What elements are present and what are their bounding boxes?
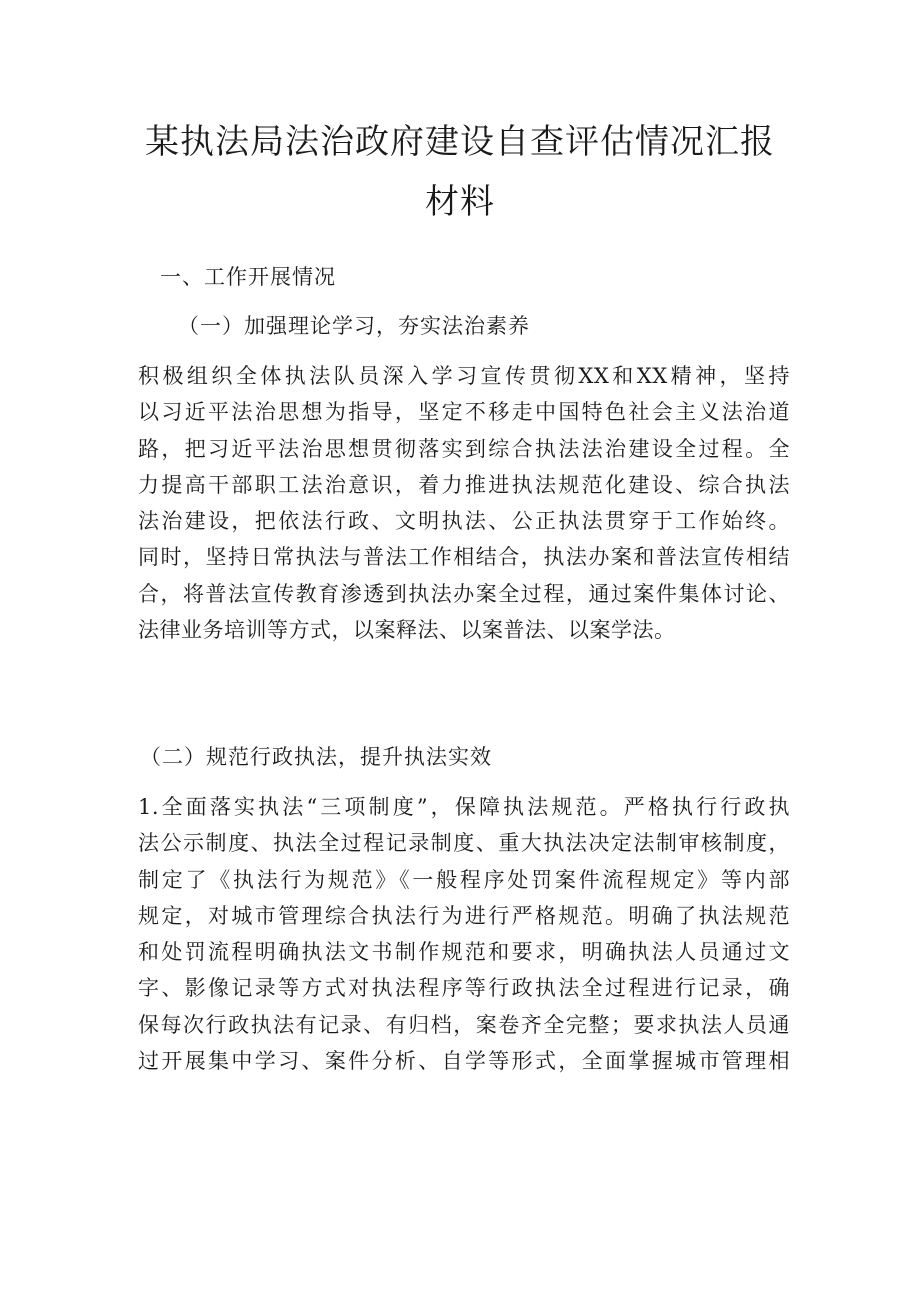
paragraph-line: 法公示制度、执法全过程记录制度、重大执法决定法制审核制度，: [138, 831, 790, 856]
paragraph-line: 路，把习近平法治思想贯彻落实到综合执法法治建设全过程。全: [138, 436, 790, 461]
paragraph-line: 合，将普法宣传教育渗透到执法办案全过程，通过案件集体讨论、: [138, 581, 790, 606]
subsection-heading-law-enforcement: （二）规范行政执法，提升执法实效: [140, 745, 492, 769]
paragraph-line: 法律业务培训等方式，以案释法、以案普法、以案学法。: [138, 618, 676, 643]
paragraph-law-enforcement: [138, 797, 790, 1087]
document-title-line-2: 材料: [425, 182, 495, 222]
paragraph-line: 制定了《执法行为规范》《一般程序处罚案件流程规定》等内部: [138, 867, 790, 892]
paragraph-theory-study: [138, 366, 790, 656]
paragraph-line: 保每次行政执法有记录、有归档，案卷齐全完整；要求执法人员通: [138, 1012, 790, 1037]
section-heading-work-progress: 一、工作开展情况: [160, 265, 336, 289]
paragraph-line: 力提高干部职工法治意识，着力推进执法规范化建设、综合执法: [138, 472, 790, 497]
paragraph-line: 规定，对城市管理综合执法行为进行严格规范。明确了执法规范: [138, 903, 790, 928]
paragraph-line: 过开展集中学习、案件分析、自学等形式，全面掌握城市管理相: [138, 1049, 790, 1074]
paragraph-line: 1.全面落实执法“三项制度”，保障执法规范。严格执行行政执: [138, 795, 790, 819]
paragraph-line: 法治建设，把依法行政、文明执法、公正执法贯穿于工作始终。: [138, 509, 790, 534]
paragraph-line: 积极组织全体执法队员深入学习宣传贯彻XX和XX精神，坚持: [138, 364, 790, 388]
paragraph-line: 以习近平法治思想为指导，坚定不移走中国特色社会主义法治道: [138, 400, 790, 425]
paragraph-line: 同时，坚持日常执法与普法工作相结合，执法办案和普法宣传相结: [138, 545, 790, 570]
paragraph-line: 字、影像记录等方式对执法程序等行政执法全过程进行记录，确: [138, 976, 790, 1001]
paragraph-line: 和处罚流程明确执法文书制作规范和要求，明确执法人员通过文: [138, 940, 790, 965]
subsection-heading-theory-study: （一）加强理论学习，夯实法治素养: [178, 314, 530, 338]
document-title-line-1: 某执法局法治政府建设自查评估情况汇报: [145, 122, 775, 162]
